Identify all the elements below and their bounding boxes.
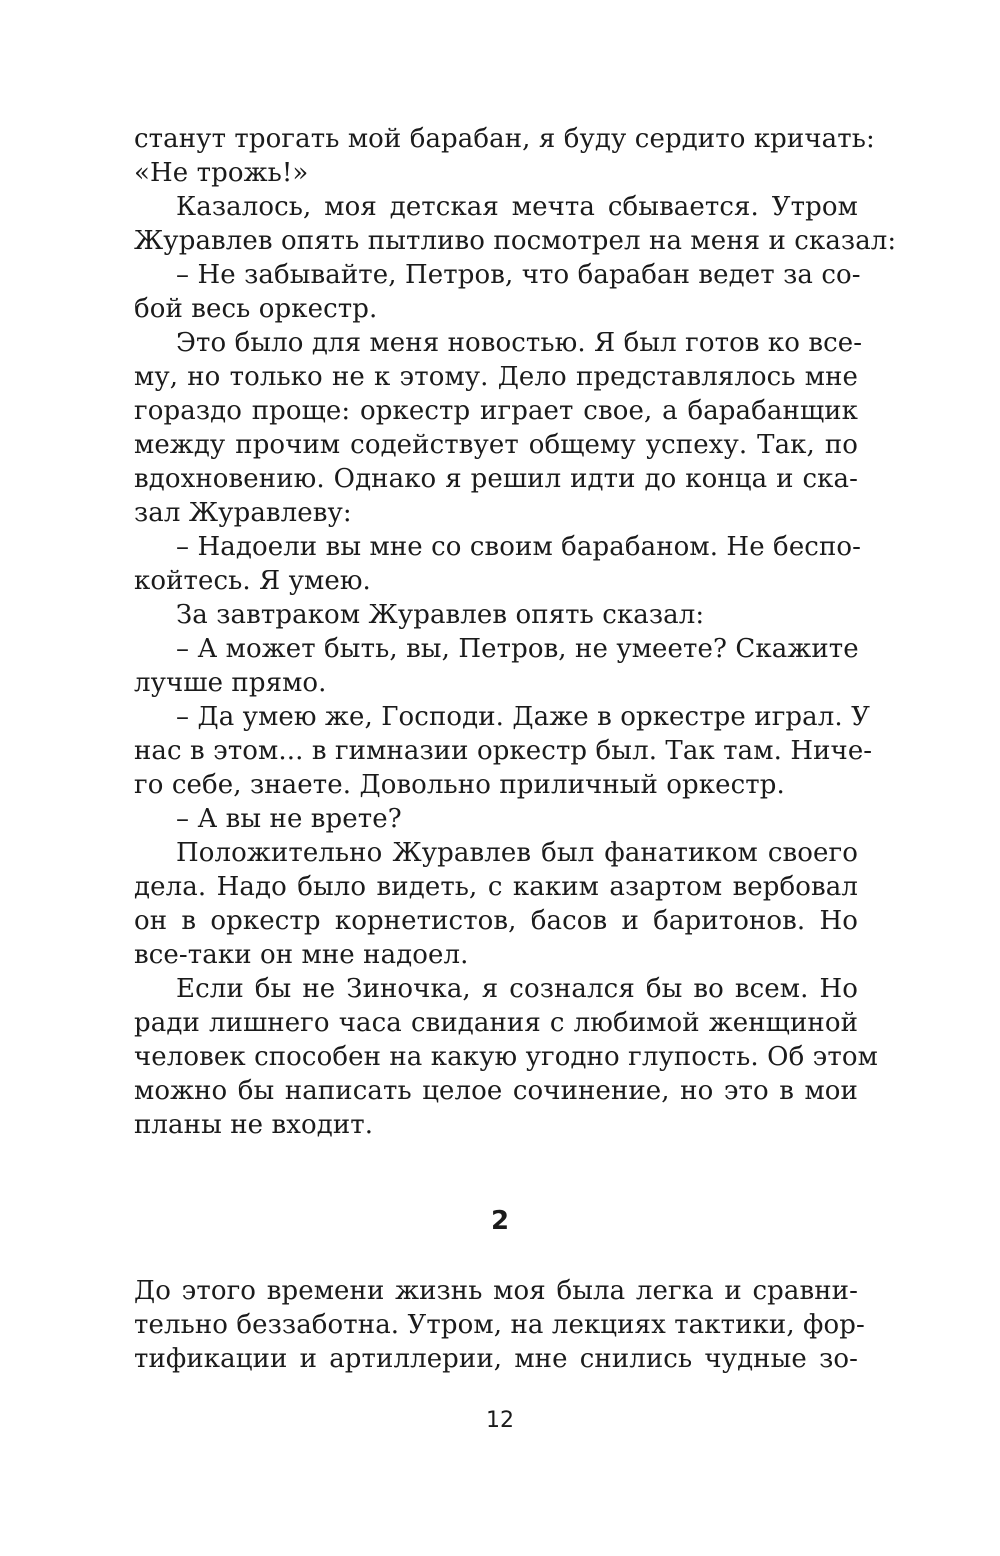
text-line: человек способен на какую угодно глупость. Об этом xyxy=(134,1042,878,1072)
text-line: дела. Надо было видеть, с каким азартом вербовал xyxy=(134,872,858,902)
text-line: лучше прямо. xyxy=(134,668,327,698)
chapter-number: 2 xyxy=(490,1206,510,1236)
text-line: бой весь оркестр. xyxy=(134,294,378,324)
text-line: можно бы написать целое сочинение, но это в мои xyxy=(134,1076,858,1106)
text-line: Это было для меня новостью. Я был готов ко все- xyxy=(176,328,863,358)
text-line: ради лишнего часа свидания с любимой женщиной xyxy=(134,1008,858,1038)
text-line: Если бы не Зиночка, я сознался бы во всем. Но xyxy=(176,974,858,1004)
text-line: – Не забывайте, Петров, что барабан ведет за со- xyxy=(176,260,861,290)
text-line: – А может быть, вы, Петров, не умеете? Скажите xyxy=(176,634,859,664)
text-line: зал Журавлеву: xyxy=(134,498,352,528)
text-line: До этого времени жизнь моя была легка и сравни- xyxy=(134,1276,858,1306)
page-number: 12 xyxy=(486,1408,514,1433)
text-line: планы не входит. xyxy=(134,1110,374,1140)
text-line: Журавлев опять пытливо посмотрел на меня и сказал: xyxy=(134,226,897,256)
text-line: За завтраком Журавлев опять сказал: xyxy=(176,600,705,630)
text-line: – А вы не врете? xyxy=(176,804,402,834)
text-line: «Не трожь!» xyxy=(134,158,309,188)
text-line: – Надоели вы мне со своим барабаном. Не беспо- xyxy=(176,532,862,562)
text-line: между прочим содействует общему успеху. Так, по xyxy=(134,430,858,460)
text-line: вдохновению. Однако я решил идти до конца и ска- xyxy=(134,464,858,494)
text-line: он в оркестр корнетистов, басов и баритонов. Но xyxy=(134,906,858,936)
text-line: го себе, знаете. Довольно приличный оркестр. xyxy=(134,770,785,800)
text-line: нас в этом... в гимназии оркестр был. Так там. Ниче- xyxy=(134,736,873,766)
text-line: станут трогать мой барабан, я буду сердито кричать: xyxy=(134,124,875,154)
text-line: Положительно Журавлев был фанатиком своего xyxy=(176,838,858,868)
text-line: му, но только не к этому. Дело представлялось мне xyxy=(134,362,858,392)
text-line: тификации и артиллерии, мне снились чудные зо- xyxy=(134,1344,858,1374)
text-line: Казалось, моя детская мечта сбывается. Утром xyxy=(176,192,858,222)
text-line: все-таки он мне надоел. xyxy=(134,940,469,970)
text-line: – Да умею же, Господи. Даже в оркестре играл. У xyxy=(176,702,871,732)
text-line: гораздо проще: оркестр играет свое, а барабанщик xyxy=(134,396,858,426)
text-line: койтесь. Я умею. xyxy=(134,566,371,596)
text-line: тельно беззаботна. Утром, на лекциях тактики, фор- xyxy=(134,1310,865,1340)
